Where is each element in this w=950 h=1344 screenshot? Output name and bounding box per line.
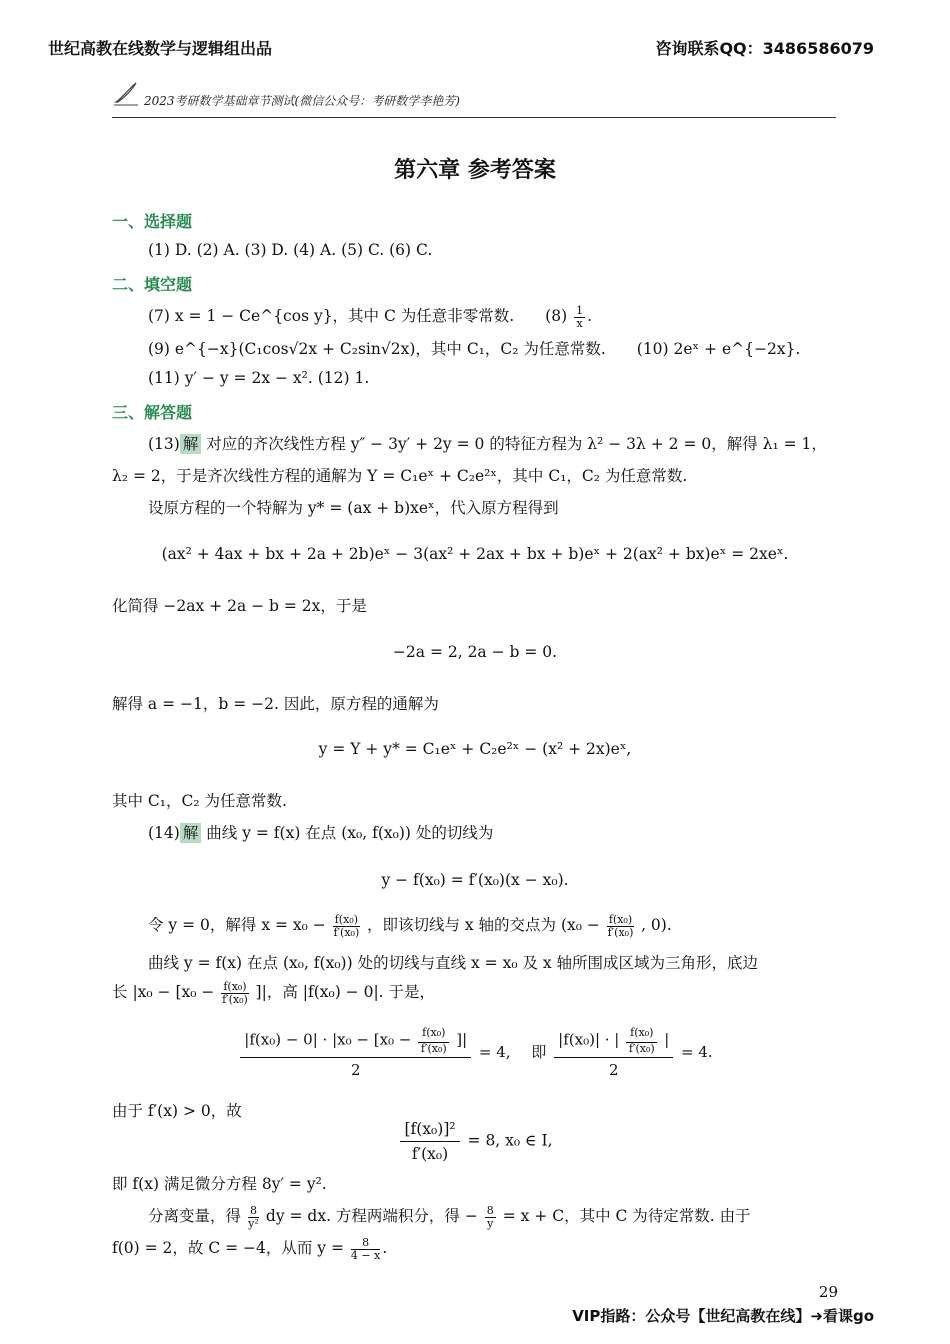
q8-fraction [574,305,585,329]
eq2-num-a: |f(x₀) − 0| · |x₀ − [x₀ − [244,1030,412,1049]
q14-number: (14) [148,824,180,842]
q14-equation2 [0,1027,950,1079]
eq2-equals-right: = 4. [681,1043,713,1062]
eq3-den: f′(x₀) [411,1145,449,1163]
q14-text7a: 分离变量，得 [148,1207,242,1225]
q14-line5: 由于 f′(x) > 0，故 [112,1102,242,1120]
header-subtitle: 2023考研数学基础章节测试(微信公众号：考研数学李艳芳) [144,94,460,108]
frac-den: y² [248,1216,259,1230]
eq2-inner-fraction-2 [626,1027,657,1054]
q14-fraction-8y [485,1205,496,1229]
q13-equation1: (ax² + 4ax + bx + 2a + 2b)eˣ − 3(ax² + 2ax + bx + b)eˣ + 2(ax² + bx)eˣ = 2xeˣ. [161,545,789,563]
section-fill: 二、填空题 [112,275,193,294]
fill-q11-q12: (11) y′ − y = 2x − x². (12) 1. [148,369,370,387]
frac-den: y [487,1216,494,1230]
frac-num: 8 [351,1237,380,1250]
q14-line3: 曲线 y = f(x) 在点 (x₀, f(x₀)) 处的切线与直线 x = x₀ 及 x 轴所围成区域为三角形，底边 [148,954,759,972]
q13-number: (13) [148,435,180,453]
q14-fraction-c [221,981,248,1005]
q14-text2a: 令 y = 0，解得 x = x₀ − [148,916,326,934]
q14-text1: 曲线 y = f(x) 在点 (x₀, f(x₀)) 处的切线为 [206,824,494,842]
page-number: 29 [818,1283,838,1301]
eq2-den-right: 2 [608,1061,619,1080]
q14-fraction-a [333,914,360,938]
eq3-num: [f(x₀)]² [400,1120,459,1142]
eq2-num-right [554,1027,673,1058]
q8-label: (8) [545,307,568,325]
q13-line4: 化简得 −2ax + 2a − b = 2x，于是 [112,597,367,615]
q9-answer: (9) e^{−x}(C₁cos√2x + C₂sin√2x)，其中 C₁，C₂ 为任意常数. [148,340,606,358]
q13-equation2: −2a = 2, 2a − b = 0. [392,643,558,661]
frac-den: f′(x₀) [420,1041,447,1055]
frac-num: f(x₀) [626,1027,657,1043]
frac-num: 8 [249,1203,257,1217]
eq2-num-left [240,1027,471,1058]
eq2-num2-a: |f(x₀)| · | [558,1030,620,1049]
q13-text1: 对应的齐次线性方程 y″ − 3y′ + 2y = 0 的特征方程为 λ² − 3λ + 2 = 0，解得 λ₁ = 1， [206,435,827,453]
page-title: 第六章 参考答案 [394,158,556,183]
eq3-rest: = 8, x₀ ∈ I, [467,1131,553,1150]
q14-fraction-result [351,1237,380,1261]
q14-text4b: |x₀ − [x₀ − [132,983,215,1001]
frac-den: f′(x₀) [333,925,360,939]
fill-q7-q8: (7) x = 1 − Ce^{cos y}，其中 C 为任意非零常数. (8) $\frac{1}{x}$ . [148,303,592,330]
q14-text7c: = x + C，其中 C 为待定常数. 由于 [502,1207,751,1225]
frac-den: f′(x₀) [628,1041,655,1055]
section-choice: 一、选择题 [112,212,193,231]
eq2-den-left: 2 [350,1061,361,1080]
eq2-ie: 即 [531,1043,547,1062]
q14-text2b: ，即该切线与 x 轴的交点为 [366,916,557,934]
eq2-fraction-left [240,1027,471,1079]
q14-text4a: 长 [112,983,128,1001]
q14-line7 [148,1204,751,1229]
section-solve: 三、解答题 [112,403,193,422]
q13-line2: λ₂ = 2，于是齐次线性方程的通解为 Y = C₁eˣ + C₂e²ˣ，其中 C₁，C₂ 为任意常数. [112,467,688,485]
q14-line2 [148,913,672,938]
q14-equation3 [0,1120,950,1163]
q13-solution-badge: 解 [180,434,202,454]
q14-fraction-dy [248,1205,259,1229]
q13-line6: 其中 C₁，C₂ 为任意常数. [112,792,287,810]
q14-solution-badge: 解 [180,823,202,843]
q14-fraction-b [607,914,634,938]
q14-line1 [148,821,493,843]
frac-num: f(x₀) [223,979,247,993]
frac-num: f(x₀) [418,1027,449,1043]
eq2-num-b: ]| [456,1030,468,1049]
q8-den: x [576,316,583,330]
q10-answer: (10) 2eˣ + e^{−2x}. [636,340,801,358]
frac-den: 4 − x [350,1248,381,1262]
header-left: 世纪高教在线数学与逻辑组出品 [48,39,273,58]
q8-num: 1 [576,303,584,317]
q13-line1 [148,432,827,454]
eq2-num2-b: | [664,1030,670,1049]
q14-text2c: (x₀ − [560,916,600,934]
q14-line8 [112,1236,387,1261]
feather-pen-icon [112,80,140,108]
q14-line4 [112,980,435,1005]
q14-text8b: . [382,1239,388,1257]
q14-equation1: y − f(x₀) = f′(x₀)(x − x₀). [381,871,569,889]
eq2-fraction-right [554,1027,673,1079]
eq2-equals-left: = 4, [478,1043,511,1062]
frac-num: 8 [486,1203,494,1217]
q14-line6: 即 f(x) 满足微分方程 8y′ = y². [112,1175,327,1193]
frac-num: f(x₀) [334,912,358,926]
eq3-fraction [400,1120,459,1163]
q7-answer: (7) x = 1 − Ce^{cos y}，其中 C 为任意非零常数. [148,307,515,325]
choice-answers: (1) D. (2) A. (3) D. (4) A. (5) C. (6) C. [148,241,433,259]
fill-q9-q10 [148,337,800,359]
header-divider [112,117,836,118]
header-contact: 咨询联系QQ：3486586079 [655,39,874,58]
q13-line3: 设原方程的一个特解为 y* = (ax + b)xeˣ，代入原方程得到 [148,499,559,517]
q13-equation3: y = Y + y* = C₁eˣ + C₂e²ˣ − (x² + 2x)eˣ, [318,740,632,758]
frac-den: f′(x₀) [607,925,634,939]
frac-num: f(x₀) [608,912,633,926]
q14-text7b: dy = dx. 方程两端积分，得 − [265,1207,478,1225]
q14-text4c: ]|，高 |f(x₀) − 0|. 于是， [255,983,436,1001]
frac-den: f′(x₀) [222,992,248,1006]
q13-line5: 解得 a = −1，b = −2. 因此，原方程的通解为 [112,695,439,713]
footer-promo: VIP指路：公众号【世纪高教在线】➜看课go [572,1307,874,1325]
q14-text8a: f(0) = 2，故 C = −4，从而 y = [112,1239,344,1257]
q14-text2d: , 0). [641,916,672,934]
eq2-inner-fraction [418,1027,449,1054]
